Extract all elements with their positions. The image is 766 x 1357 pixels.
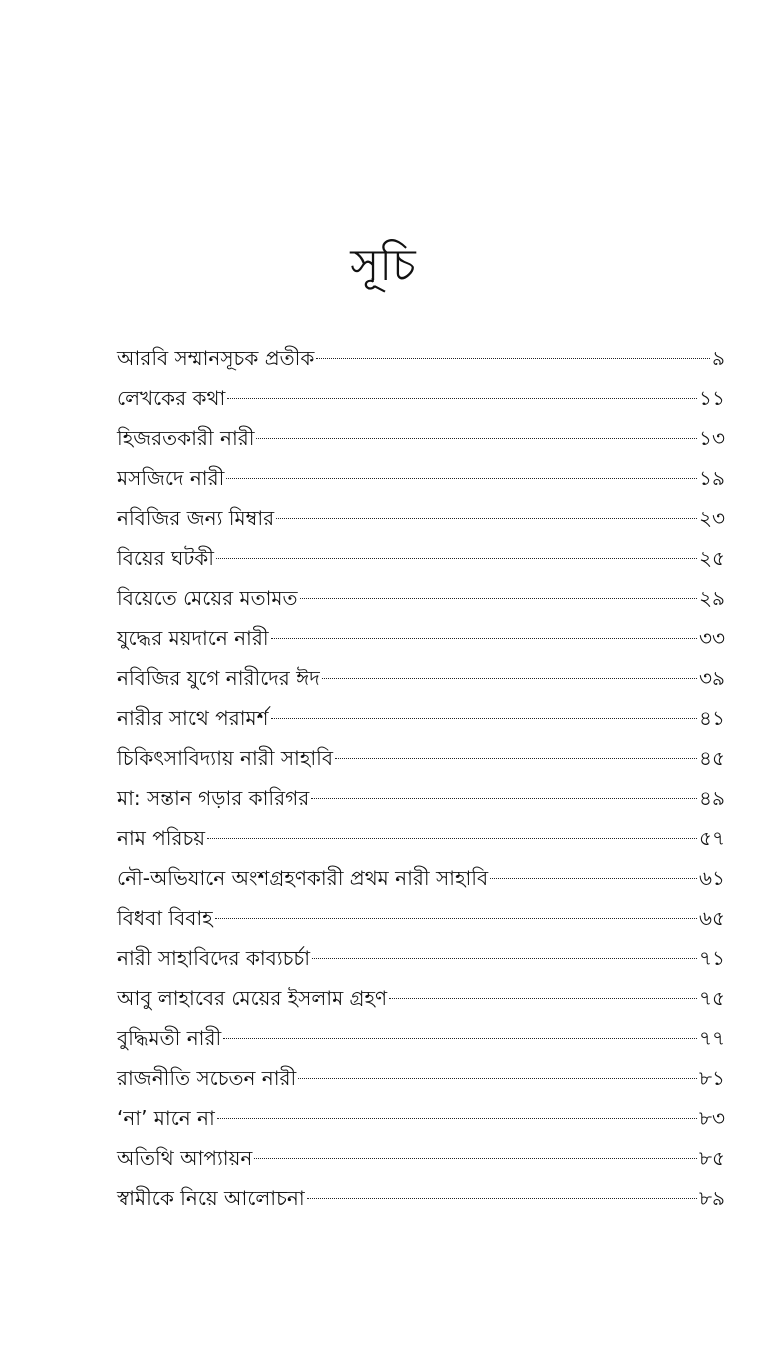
- toc-dot-leader: [335, 758, 697, 759]
- toc-entry-page-number: ৩৯: [699, 666, 725, 690]
- toc-entry: [117, 818, 725, 858]
- toc-entry: [117, 938, 725, 978]
- toc-dot-leader: [226, 478, 697, 479]
- toc-entry-page-number: ৪৯: [699, 786, 725, 810]
- toc-entry: [117, 778, 725, 818]
- toc-entry-page-number: ৮১: [699, 1066, 725, 1090]
- toc-entry: [117, 858, 725, 898]
- toc-entry: [117, 1058, 725, 1098]
- toc-entry-label: নাম পরিচয়: [117, 826, 206, 850]
- toc-entry: [117, 1138, 725, 1178]
- toc-dot-leader: [254, 1158, 697, 1159]
- toc-entry-page-number: ২৫: [699, 546, 725, 570]
- toc-entry-label: নৌ-অভিযানে অংশগ্রহণকারী প্রথম নারী সাহাবি: [117, 866, 489, 890]
- toc-dot-leader: [256, 438, 697, 439]
- toc-entry: [117, 378, 725, 418]
- toc-dot-leader: [312, 958, 697, 959]
- toc-dot-leader: [223, 1038, 697, 1039]
- toc-dot-leader: [298, 1078, 697, 1079]
- toc-dot-leader: [389, 998, 697, 999]
- toc-dot-leader: [322, 678, 697, 679]
- toc-dot-leader: [276, 518, 697, 519]
- toc-entry: [117, 698, 725, 738]
- toc-entry-label: নবিজির জন্য মিম্বার: [117, 506, 275, 530]
- toc-entry-label: বুদ্ধিমতী নারী: [117, 1026, 222, 1050]
- table-of-contents: [117, 338, 725, 1218]
- toc-dot-leader: [316, 358, 710, 359]
- page-title: সূচি: [350, 240, 416, 291]
- toc-dot-leader: [311, 798, 697, 799]
- toc-dot-leader: [307, 1198, 697, 1199]
- toc-entry: [117, 658, 725, 698]
- toc-entry-label: স্বামীকে নিয়ে আলোচনা: [117, 1186, 305, 1210]
- toc-entry: [117, 1178, 725, 1218]
- toc-entry-label: হিজরতকারী নারী: [117, 426, 255, 450]
- toc-entry: [117, 578, 725, 618]
- toc-entry-label: ‘না’ মানে না: [117, 1106, 215, 1130]
- toc-entry-page-number: ৪১: [699, 706, 725, 730]
- toc-entry: [117, 1098, 725, 1138]
- toc-entry-label: বিয়েতে মেয়ের মতামত: [117, 586, 298, 610]
- toc-entry-label: বিধবা বিবাহ: [117, 906, 213, 930]
- toc-entry-label: লেখকের কথা: [117, 386, 226, 410]
- toc-entry: [117, 338, 725, 378]
- toc-dot-leader: [216, 558, 697, 559]
- toc-dot-leader: [217, 1118, 697, 1119]
- toc-entry-page-number: ৭৫: [699, 986, 725, 1010]
- toc-entry-page-number: ২৩: [698, 506, 725, 530]
- toc-entry-label: নবিজির যুগে নারীদের ঈদ: [117, 666, 320, 690]
- toc-entry-page-number: ৭৭: [698, 1026, 725, 1050]
- toc-dot-leader: [215, 918, 697, 919]
- toc-entry: [117, 418, 725, 458]
- toc-dot-leader: [271, 638, 697, 639]
- toc-dot-leader: [271, 718, 698, 719]
- toc-entry-page-number: ৬১: [699, 866, 725, 890]
- toc-entry: [117, 738, 725, 778]
- toc-entry-page-number: ৯: [712, 346, 725, 370]
- toc-entry: [117, 898, 725, 938]
- toc-entry-label: চিকিৎসাবিদ্যায় নারী সাহাবি: [117, 746, 334, 770]
- toc-entry-page-number: ৭১: [699, 946, 725, 970]
- toc-entry: [117, 498, 725, 538]
- toc-entry-page-number: ১৯: [699, 466, 725, 490]
- toc-entry-label: যুদ্ধের ময়দানে নারী: [117, 626, 269, 650]
- toc-entry-label: আবু লাহাবের মেয়ের ইসলাম গ্রহণ: [117, 986, 388, 1010]
- toc-entry-label: মসজিদে নারী: [117, 466, 225, 490]
- toc-entry-label: আরবি সম্মানসূচক প্রতীক: [117, 346, 315, 370]
- toc-entry: [117, 458, 725, 498]
- toc-entry-page-number: ৮৯: [699, 1186, 725, 1210]
- toc-entry-label: বিয়ের ঘটকী: [117, 546, 214, 570]
- toc-entry-label: নারী সাহাবিদের কাব্যচর্চা: [117, 946, 311, 970]
- toc-entry-page-number: ৬৫: [699, 906, 725, 930]
- toc-entry: [117, 978, 725, 1018]
- toc-entry-page-number: ১৩: [699, 426, 725, 450]
- toc-dot-leader: [207, 838, 697, 839]
- toc-entry-page-number: ৮৩: [699, 1106, 725, 1130]
- toc-entry-page-number: ৩৩: [698, 626, 725, 650]
- toc-entry-label: রাজনীতি সচেতন নারী: [117, 1066, 297, 1090]
- toc-entry-page-number: ৪৫: [699, 746, 725, 770]
- toc-entry: [117, 618, 725, 658]
- toc-entry-page-number: ৫৭: [699, 826, 725, 850]
- toc-entry-page-number: ১১: [699, 386, 725, 410]
- toc-entry-label: অতিথি আপ্যায়ন: [117, 1146, 253, 1170]
- toc-entry-label: মা: সন্তান গড়ার কারিগর: [117, 786, 310, 810]
- toc-entry: [117, 1018, 725, 1058]
- toc-entry-page-number: ৮৫: [699, 1146, 725, 1170]
- toc-entry-label: নারীর সাথে পরামর্শ: [117, 706, 269, 730]
- toc-dot-leader: [490, 878, 697, 879]
- toc-dot-leader: [227, 398, 697, 399]
- toc-entry-page-number: ২৯: [699, 586, 725, 610]
- toc-dot-leader: [300, 598, 698, 599]
- toc-entry: [117, 538, 725, 578]
